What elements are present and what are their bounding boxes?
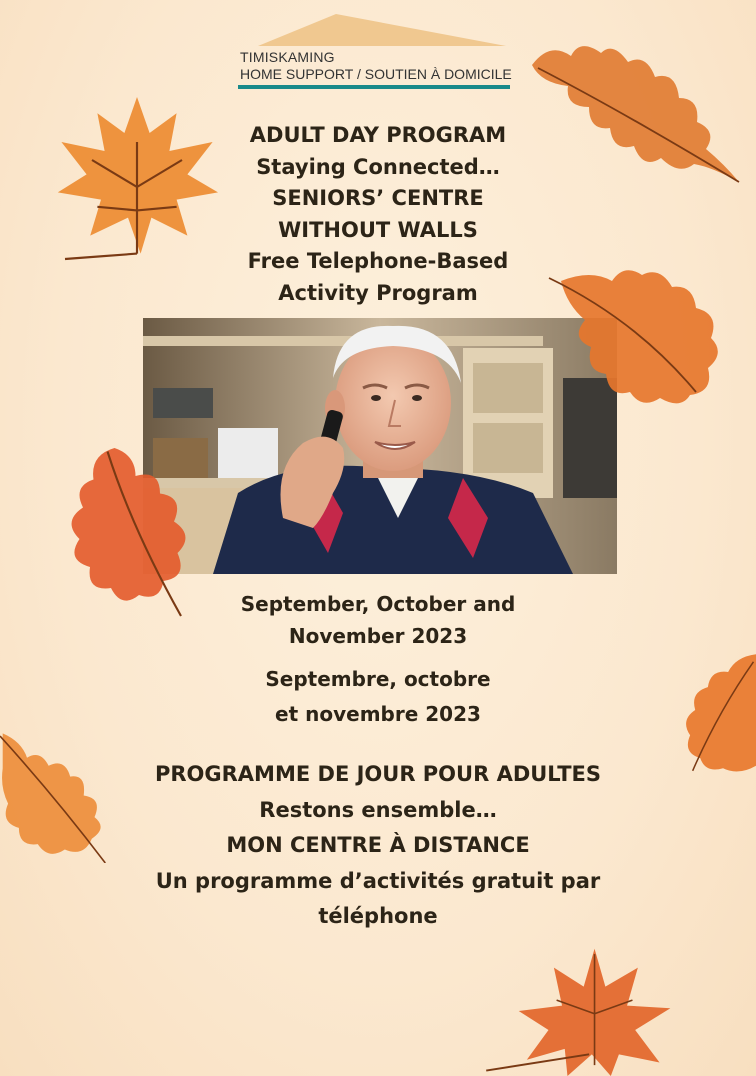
heading-line: Un programme d’activités gratuit par	[155, 868, 601, 893]
french-program-heading	[0, 757, 756, 935]
heading-line: téléphone	[318, 904, 438, 928]
heading-line: Activity Program	[278, 280, 478, 305]
heading-line: MON CENTRE À DISTANCE	[226, 833, 530, 857]
heading-line: Staying Connected…	[256, 154, 500, 179]
dates-line: Septembre, octobre	[265, 667, 491, 691]
heading-line: Restons ensemble…	[259, 797, 497, 822]
organization-logo	[238, 14, 510, 92]
logo-underline	[238, 85, 510, 89]
maple-leaf-icon	[486, 946, 676, 1076]
dates-french	[0, 662, 756, 732]
oak-leaf-icon	[520, 38, 745, 188]
oak-leaf-icon	[546, 260, 726, 410]
oak-leaf-icon	[62, 436, 202, 621]
heading-line: PROGRAMME DE JOUR POUR ADULTES	[154, 762, 602, 786]
logo-org-subtitle: HOME SUPPORT / SOUTIEN À DOMICILE	[240, 66, 512, 82]
dates-line: September, October and	[240, 592, 516, 616]
maple-leaf-icon	[0, 728, 108, 863]
maple-leaf-icon	[42, 88, 232, 268]
logo-roof-icon	[238, 14, 510, 48]
heading-line: SENIORS’ CENTRE	[272, 186, 484, 210]
dates-line: et novembre 2023	[275, 702, 481, 726]
heading-line: ADULT DAY PROGRAM	[249, 123, 507, 147]
heading-line: Free Telephone-Based	[247, 249, 509, 273]
heading-line: WITHOUT WALLS	[278, 217, 478, 242]
dates-line: November 2023	[288, 624, 468, 648]
oak-leaf-icon	[680, 640, 756, 785]
logo-org-name: TIMISKAMING	[240, 49, 335, 65]
